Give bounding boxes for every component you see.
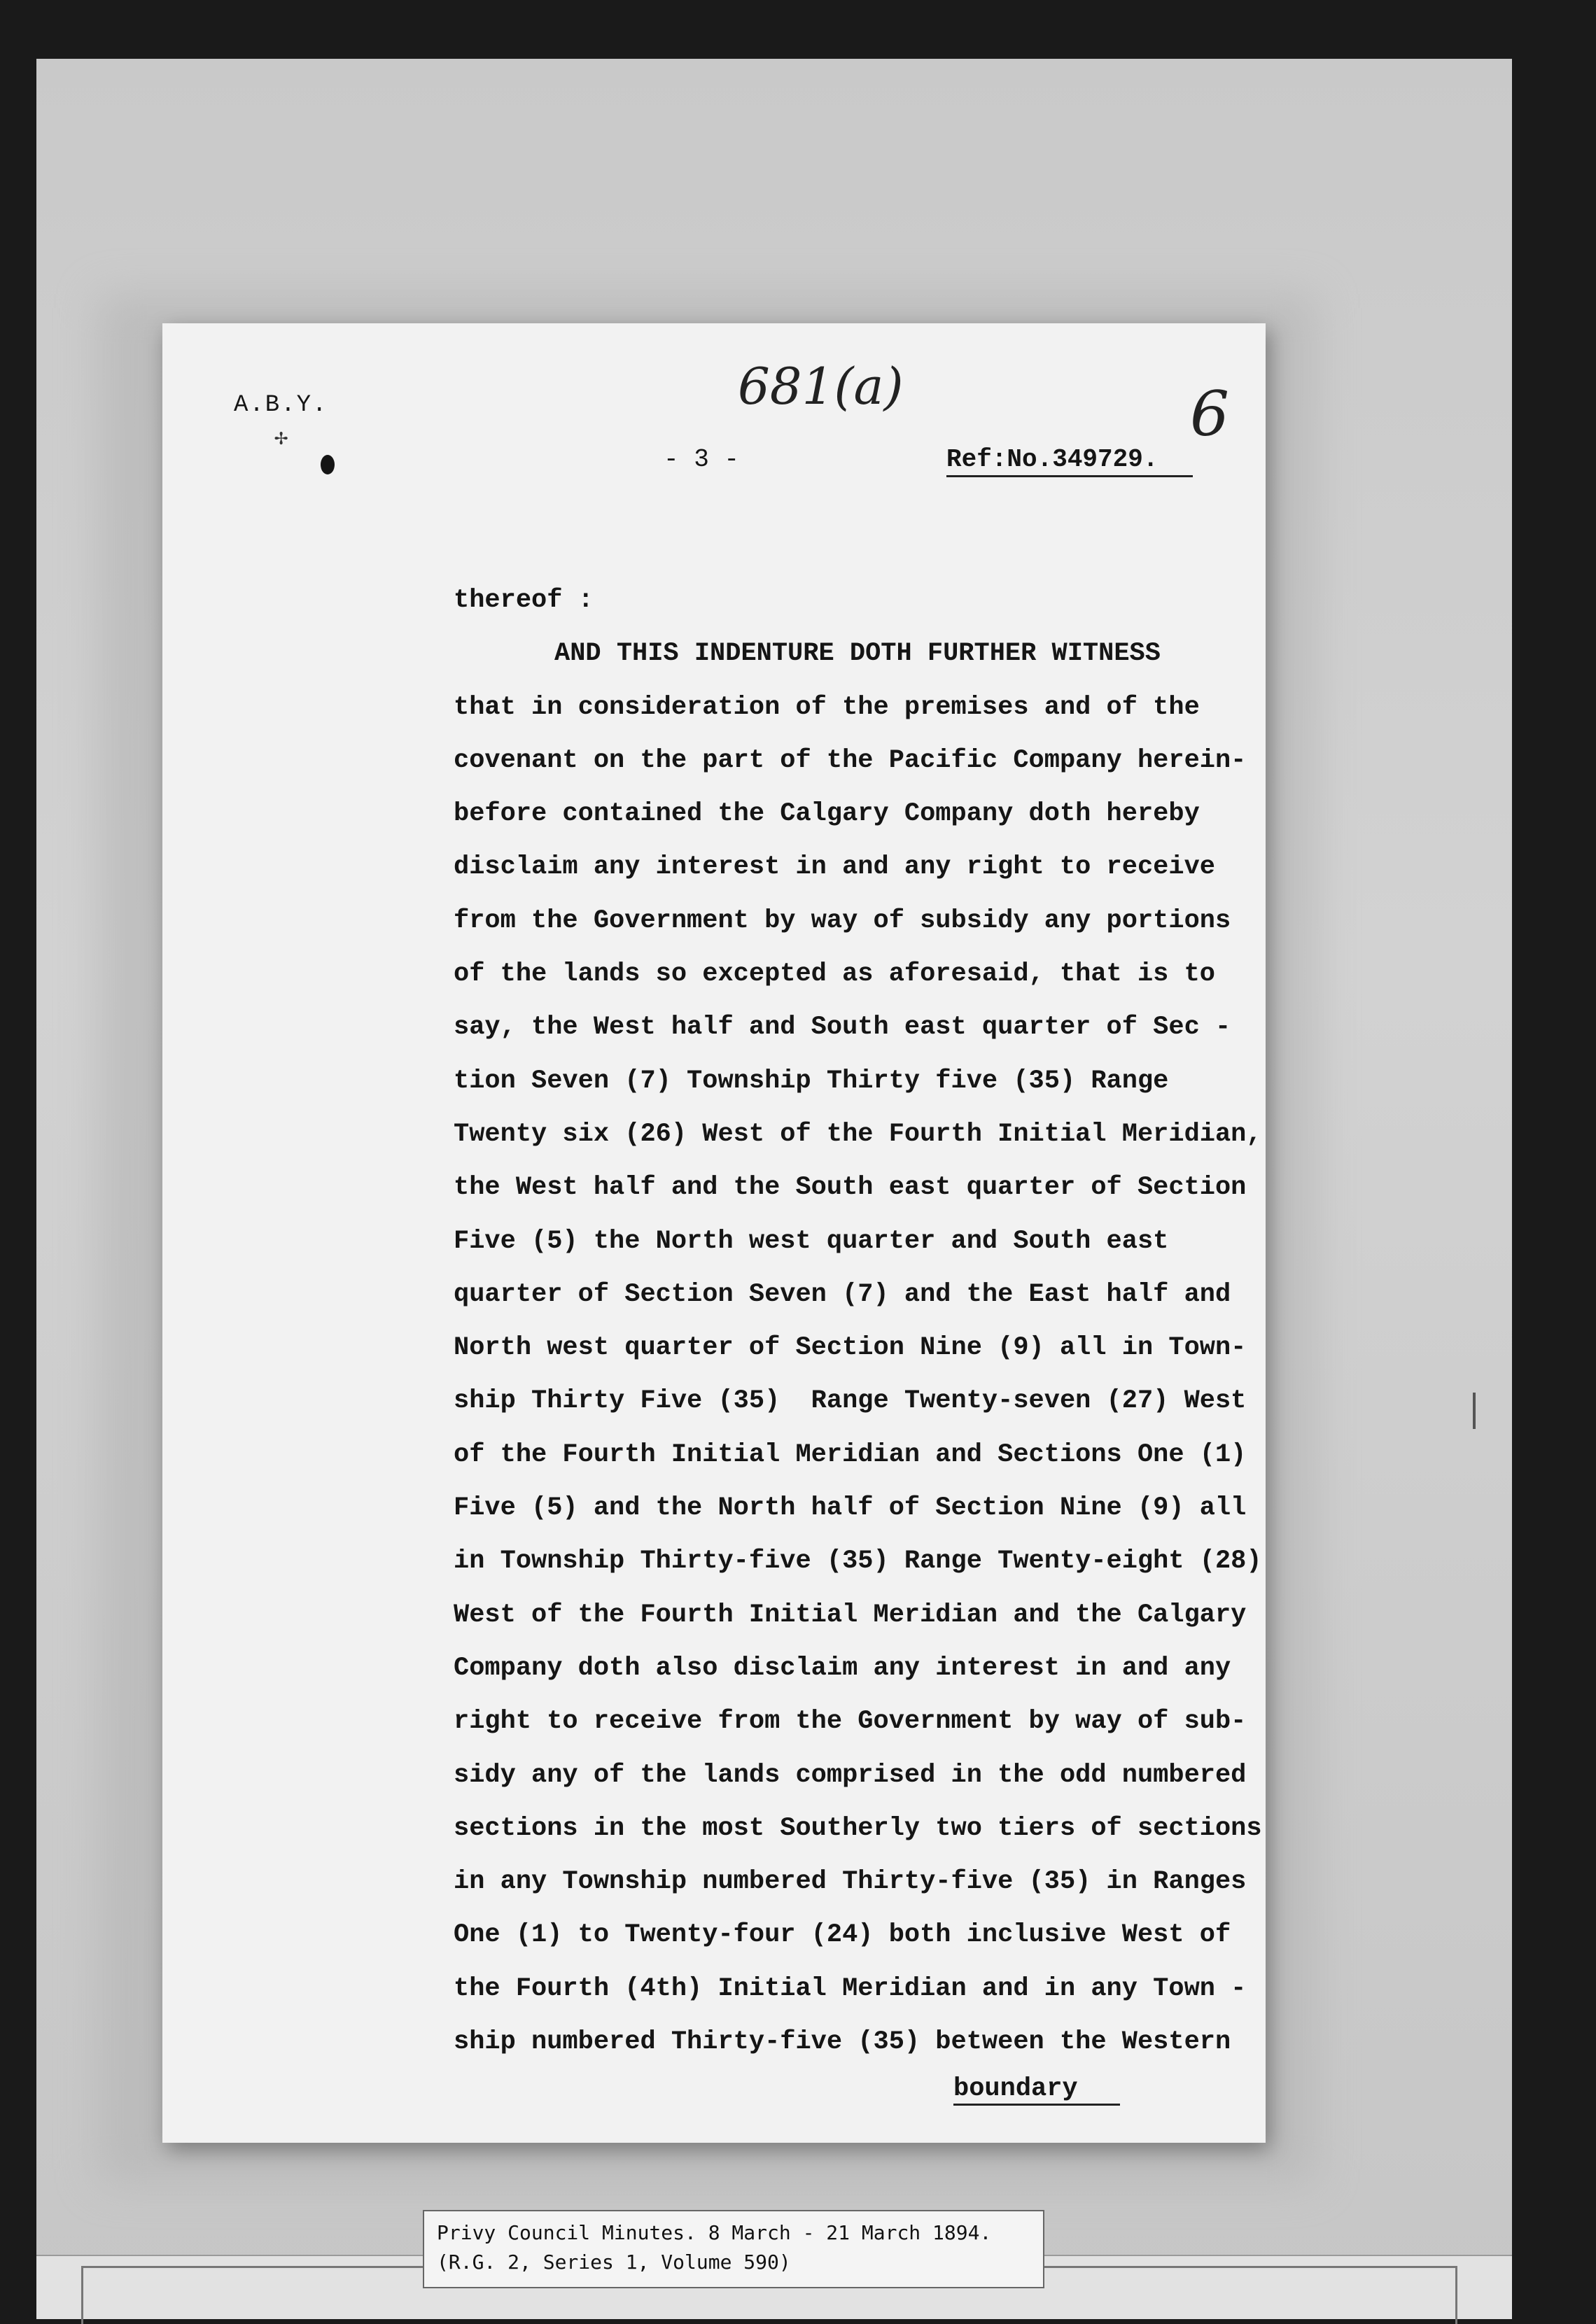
body-line: Company doth also disclaim any interest in and any <box>454 1653 1231 1683</box>
typist-initials: A.B.Y. <box>234 392 328 418</box>
body-line: thereof : <box>454 586 594 615</box>
archive-label-line-1: Privy Council Minutes. 8 March - 21 March 1894. <box>437 2221 992 2244</box>
body-line: tion Seven (7) Township Thirty five (35) Range <box>454 1066 1169 1096</box>
ink-mark: ✢ <box>274 425 288 451</box>
archive-label-line-2: (R.G. 2, Series 1, Volume 590) <box>437 2251 791 2274</box>
body-line: before contained the Calgary Company doth hereby <box>454 799 1200 829</box>
body-line: Five (5) the North west quarter and South east <box>454 1226 1169 1256</box>
body-line: right to receive from the Government by way of sub- <box>454 1707 1247 1737</box>
handwritten-folio-number: 681(a) <box>738 357 904 416</box>
body-line: ship numbered Thirty-five (35) between the Western <box>454 2027 1231 2057</box>
body-line: ship Thirty Five (35) Range Twenty-seven (27) West <box>454 1386 1247 1416</box>
body-line: the West half and the South east quarter of Section <box>454 1173 1247 1203</box>
body-line: that in consideration of the premises and of the <box>454 692 1200 722</box>
body-line: West of the Fourth Initial Meridian and the Calgary <box>454 1600 1247 1630</box>
body-line: in Township Thirty-five (35) Range Twenty-eight (28) <box>454 1547 1262 1577</box>
body-line: Twenty six (26) West of the Fourth Initial Meridian, <box>454 1119 1262 1149</box>
body-line: One (1) to Twenty-four (24) both inclusive West of <box>454 1920 1231 1950</box>
body-line: AND THIS INDENTURE DOTH FURTHER WITNESS <box>554 639 1161 669</box>
handwritten-page-mark: 6 <box>1190 378 1229 450</box>
body-line: Five (5) and the North half of Section Nine (9) all <box>454 1493 1247 1523</box>
body-line: in any Township numbered Thirty-five (35) in Ranges <box>454 1867 1247 1897</box>
margin-mark <box>1473 1393 1476 1429</box>
catchword: boundary <box>953 2074 1120 2106</box>
archive-label <box>423 2210 1044 2288</box>
body-line: from the Government by way of subsidy any portions <box>454 906 1231 936</box>
body-line: covenant on the part of the Pacific Company herein- <box>454 745 1247 775</box>
body-line: disclaim any interest in and any right to receive <box>454 852 1215 882</box>
body-line: of the lands so excepted as aforesaid, that is to <box>454 959 1215 990</box>
body-line: sections in the most Southerly two tiers of sections <box>454 1813 1262 1843</box>
body-line: the Fourth (4th) Initial Meridian and in any Town - <box>454 1973 1247 2003</box>
reference-number: Ref:No.349729. <box>946 445 1193 477</box>
body-line: say, the West half and South east quarter of Sec - <box>454 1013 1231 1043</box>
page-number: - 3 - <box>664 445 740 474</box>
document-body <box>454 574 1262 2069</box>
punch-hole <box>321 455 335 474</box>
body-line: of the Fourth Initial Meridian and Sections One (1) <box>454 1439 1247 1470</box>
body-line: quarter of Section Seven (7) and the East half and <box>454 1279 1231 1309</box>
body-line: North west quarter of Section Nine (9) all in Town- <box>454 1333 1247 1363</box>
body-line: sidy any of the lands comprised in the odd numbered <box>454 1760 1247 1790</box>
